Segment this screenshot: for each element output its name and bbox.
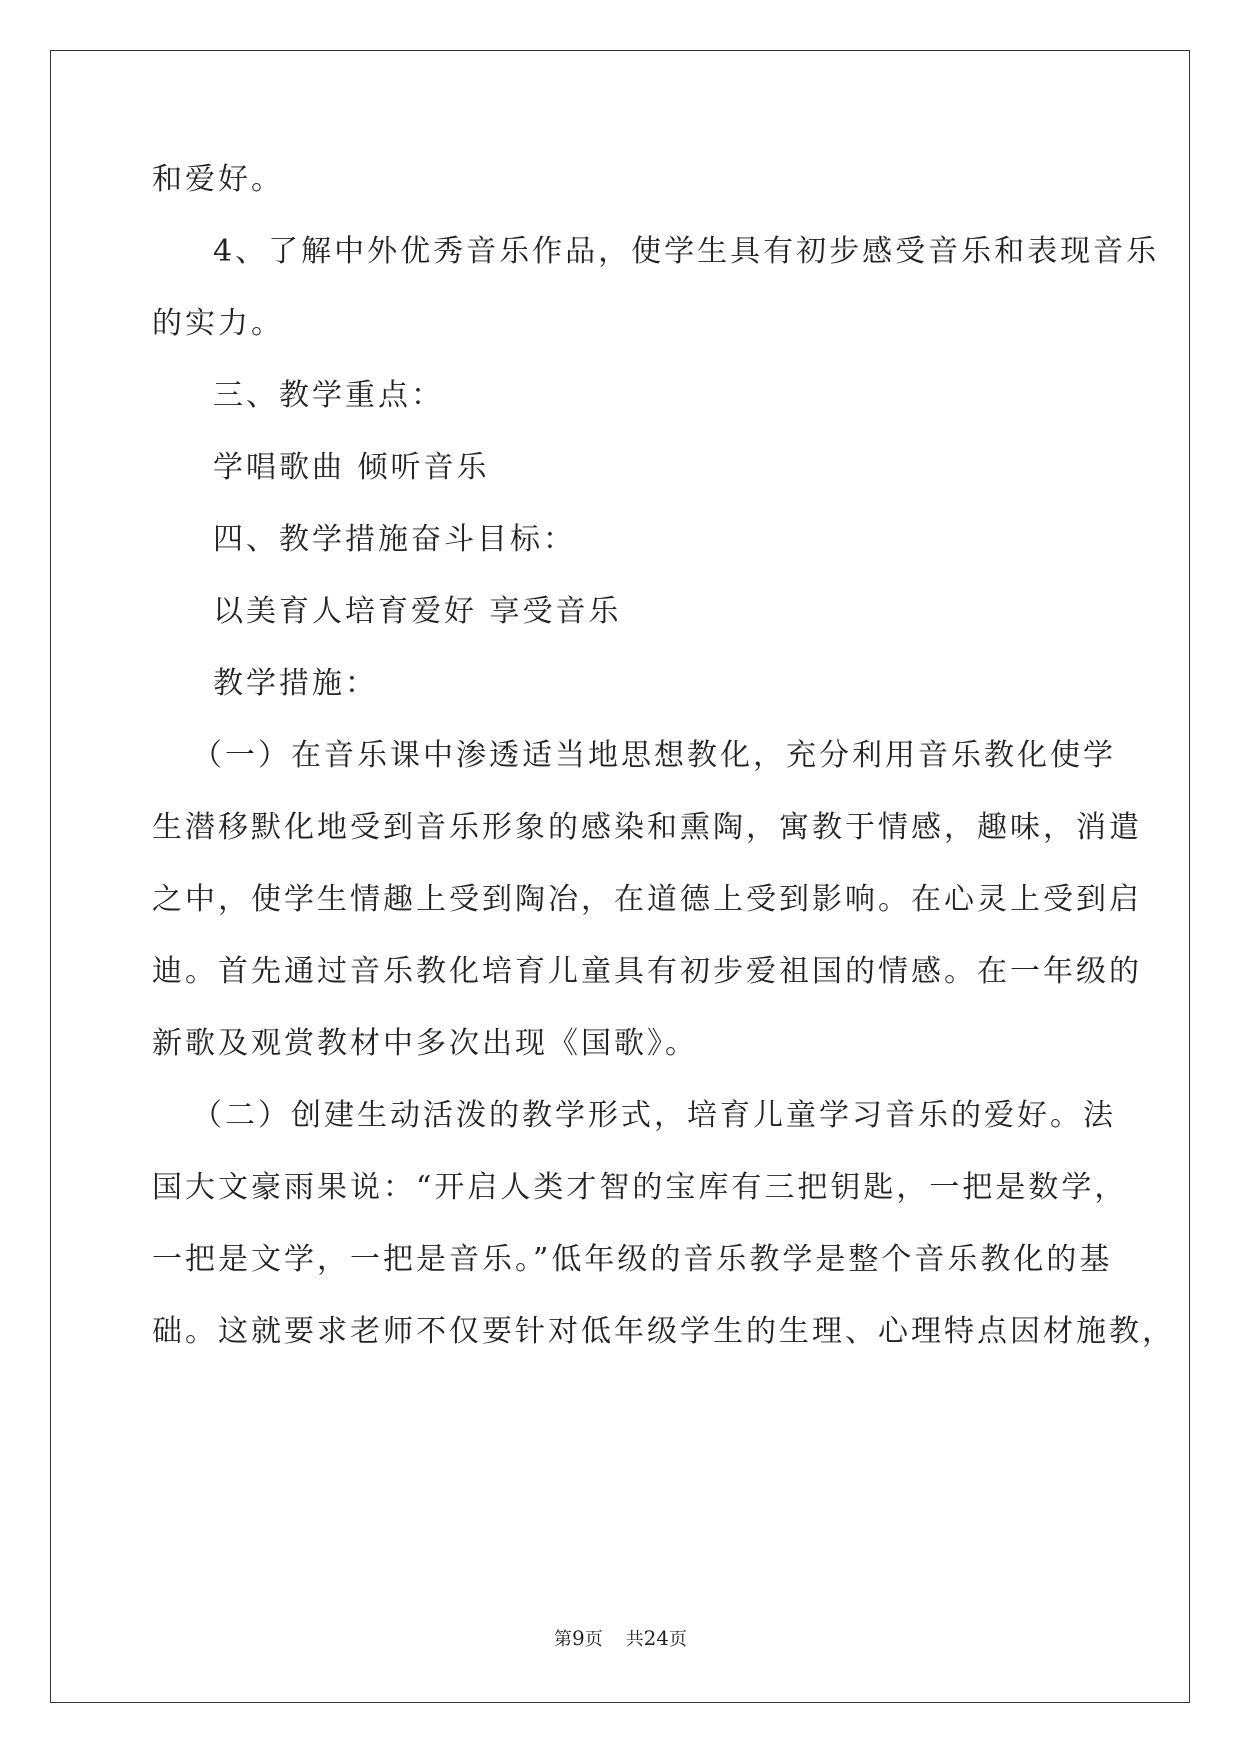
text-line: 4、了解中外优秀音乐作品，使学生具有初步感受音乐和表现音乐 — [213, 234, 1160, 269]
section-heading: 四、教学措施奋斗目标： — [213, 522, 576, 557]
current-page-number: 9 — [571, 1626, 585, 1650]
text-line: 新歌及观赏教材中多次出现《国歌》。 — [152, 1026, 698, 1061]
text-line: 国大文豪雨果说：“开启人类才智的宝库有三把钥匙，一把是数学， — [152, 1170, 1128, 1205]
footer-prefix: 第 — [553, 1629, 572, 1650]
total-page-count: 24 — [643, 1626, 670, 1650]
text-line: 学唱歌曲 倾听音乐 — [213, 450, 490, 485]
footer-page-unit: 页 — [584, 1629, 603, 1650]
text-line: 的实力。 — [152, 306, 284, 341]
text-line: 迪。首先通过音乐教化培育儿童具有初步爱祖国的情感。在一年级的 — [152, 954, 1142, 989]
text-line: 教学措施： — [213, 666, 378, 701]
text-line: 一把是文学，一把是音乐。”低年级的音乐教学是整个音乐教化的基 — [152, 1242, 1113, 1277]
text-line: 以美育人培育爱好 享受音乐 — [213, 594, 622, 629]
page-footer — [0, 1626, 1241, 1652]
text-line: 生潜移默化地受到音乐形象的感染和熏陶，寓教于情感，趣味，消遣 — [152, 810, 1142, 845]
text-line: 之中，使学生情趣上受到陶冶，在道德上受到影响。在心灵上受到启 — [152, 882, 1142, 917]
footer-total-unit: 页 — [669, 1629, 688, 1650]
text-line: （一）在音乐课中渗透适当地思想教化，充分利用音乐教化使学 — [192, 738, 1116, 773]
text-line: （二）创建生动活泼的教学形式，培育儿童学习音乐的爱好。法 — [192, 1098, 1116, 1133]
text-line: 础。这就要求老师不仅要针对低年级学生的生理、心理特点因材施教， — [152, 1314, 1175, 1349]
section-heading: 三、教学重点： — [213, 378, 444, 413]
page-frame — [50, 50, 1190, 1703]
footer-total-prefix: 共 — [625, 1629, 644, 1650]
text-line: 和爱好。 — [152, 162, 284, 197]
